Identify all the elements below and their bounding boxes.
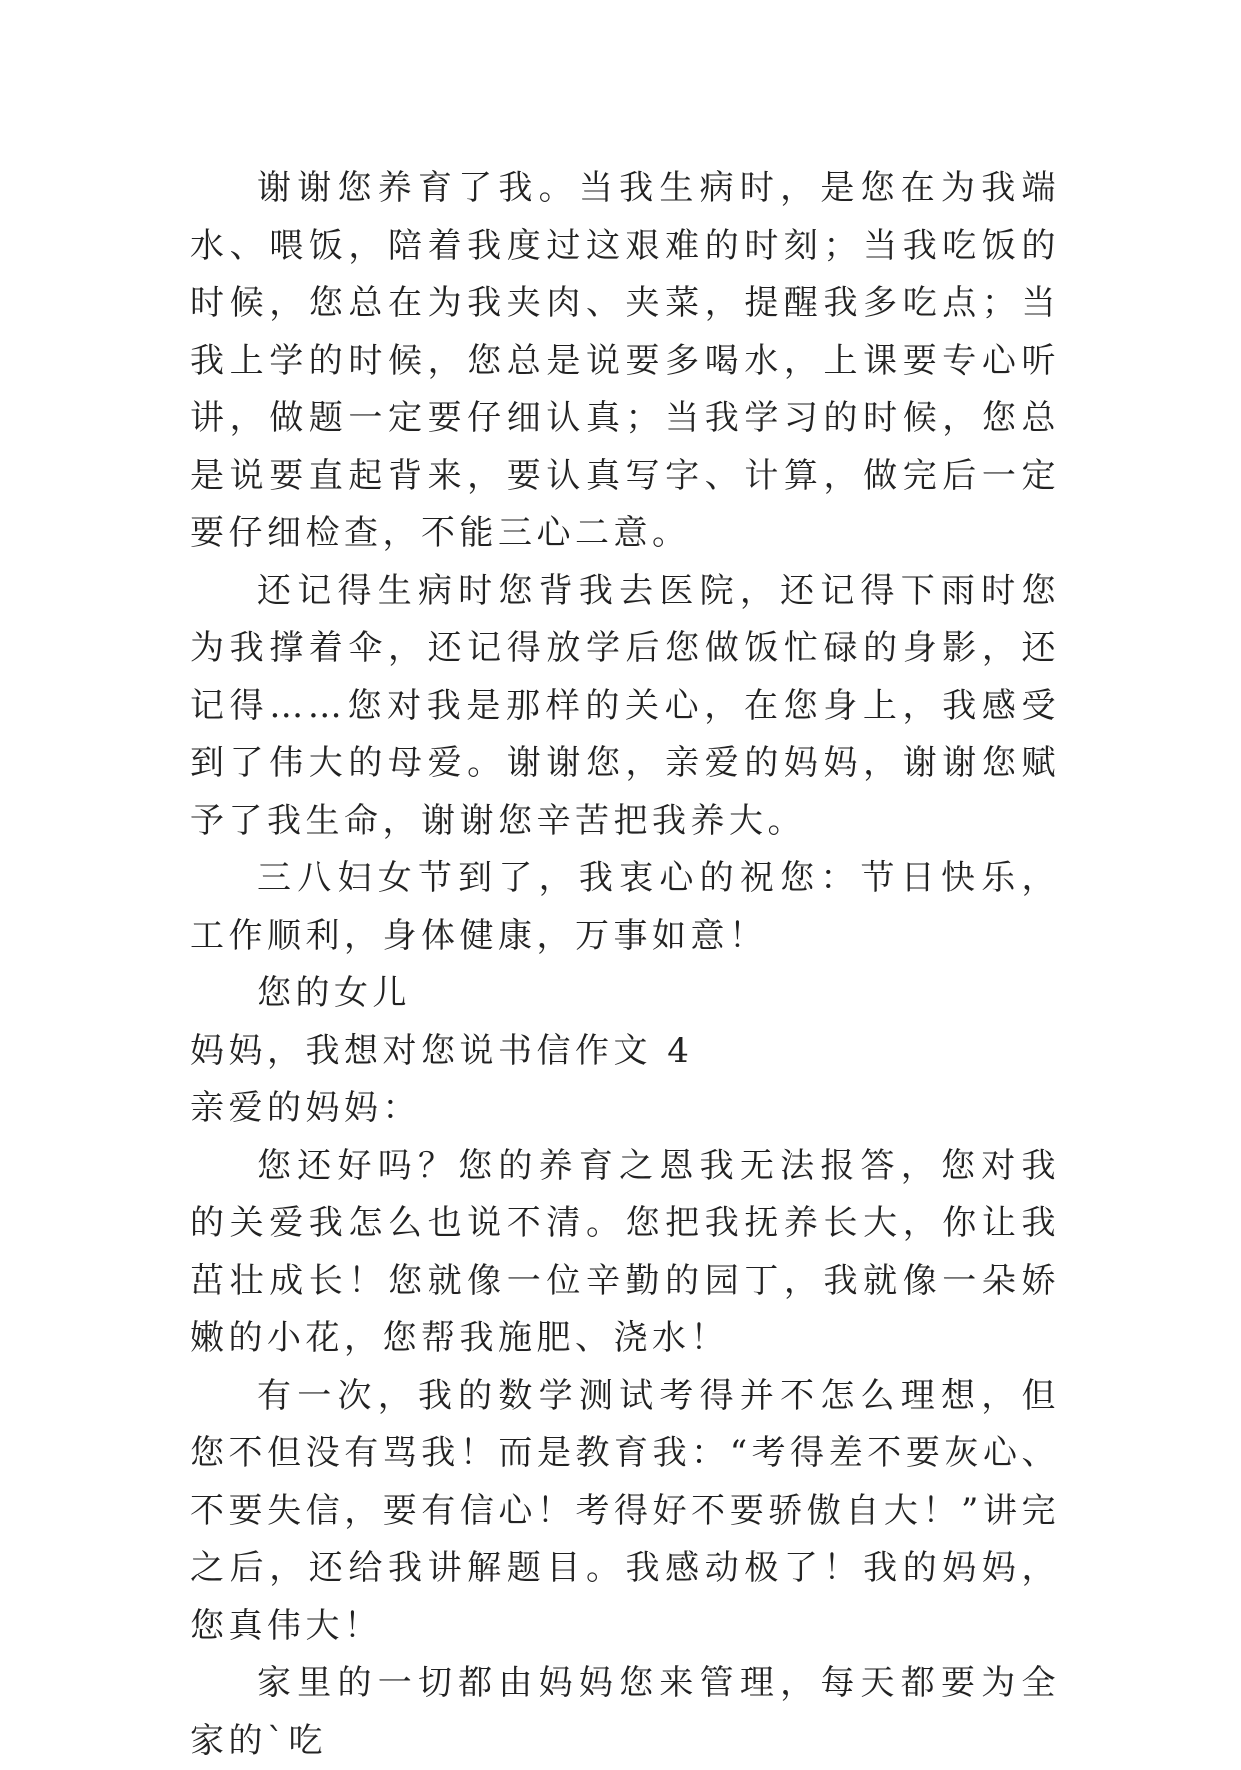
signature: 您的女儿 — [257, 973, 411, 1013]
paragraph: 谢谢您养育了我。当我生病时，是您在为我端水、喂饭，陪着我度过这艰难的时刻；当我吃饭的时候，您总在为我夹肉、夹菜，提醒我多吃点；当我上学的时候，您总是说要多喝水，上课要专心听讲，做题一定要仔细认真；当我学习的时候，您总是说要直起背来，要认真写字、计算，做完后一定要仔细检查，不能三心二意。 — [190, 168, 1060, 553]
paragraph: 您还好吗？您的养育之恩我无法报答，您对我的关爱我怎么也说不清。您把我抚养长大，你让我茁壮成长！您就像一位辛勤的园丁，我就像一朵娇嫩的小花，您帮我施肥、浇水！ — [190, 1145, 1060, 1358]
document-body — [190, 160, 1060, 1770]
paragraph: 家里的一切都由妈妈您来管理，每天都要为全家的`吃 — [190, 1663, 1060, 1761]
paragraph: 还记得生病时您背我去医院，还记得下雨时您为我撑着伞，还记得放学后您做饭忙碌的身影，还记得……您对我是那样的关心，在您身上，我感受到了伟大的母爱。谢谢您，亲爱的妈妈，谢谢您赋予了我生命，谢谢您辛苦把我养大。 — [190, 570, 1060, 841]
paragraph: 有一次，我的数学测试考得并不怎么理想，但您不但没有骂我！而是教育我：“考得差不要灰心、不要失信，要有信心！考得好不要骄傲自大！”讲完之后，还给我讲解题目。我感动极了！我的妈妈，您真伟大！ — [190, 1375, 1060, 1646]
salutation: 亲爱的妈妈： — [190, 1088, 421, 1128]
essay-title: 妈妈，我想对您说书信作文 4 — [190, 1030, 694, 1071]
paragraph: 三八妇女节到了，我衷心的祝您：节日快乐，工作顺利，身体健康，万事如意！ — [190, 858, 1060, 956]
